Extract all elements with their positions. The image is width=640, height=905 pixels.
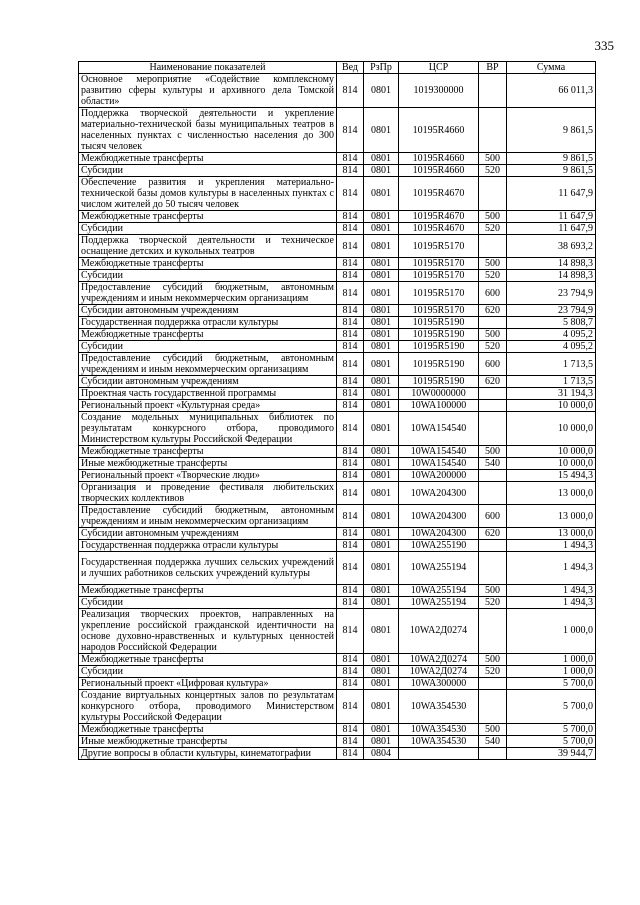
- row-name-cell: Реализация творческих проектов, направленных на укрепление российской гражданской идентичности на основе духовно-нравственных и культурных ценностей народов Российской Федерации: [79, 608, 337, 653]
- row-ved-cell: 814: [337, 153, 364, 165]
- row-ved-cell: 814: [337, 747, 364, 759]
- row-csr-cell: 10WA100000: [399, 400, 479, 412]
- row-vr-cell: [479, 482, 507, 505]
- row-ved-cell: 814: [337, 677, 364, 689]
- row-ved-cell: 814: [337, 177, 364, 211]
- row-vr-cell: [479, 108, 507, 153]
- table-row: [79, 353, 596, 376]
- row-rzpr-cell: 0801: [364, 552, 399, 585]
- row-name-cell: Основное мероприятие «Содействие комплексному развитию сферы культуры и архивного дела Томской области»: [79, 74, 337, 108]
- row-ved-cell: 814: [337, 258, 364, 270]
- row-sum-cell: 5 808,7: [507, 317, 596, 329]
- table-row: [79, 584, 596, 596]
- row-ved-cell: 814: [337, 317, 364, 329]
- table-row: [79, 74, 596, 108]
- row-vr-cell: 520: [479, 596, 507, 608]
- row-name-cell: Субсидии: [79, 165, 337, 177]
- row-csr-cell: 10WA2Д0274: [399, 608, 479, 653]
- row-ved-cell: 814: [337, 665, 364, 677]
- row-vr-cell: [479, 540, 507, 552]
- header-sum: Сумма: [507, 62, 596, 74]
- row-ved-cell: 814: [337, 458, 364, 470]
- table-row: [79, 665, 596, 677]
- row-name-cell: Государственная поддержка отрасли культуры: [79, 540, 337, 552]
- budget-table: [78, 61, 596, 760]
- row-sum-cell: 11 647,9: [507, 211, 596, 223]
- row-csr-cell: 10WA154540: [399, 458, 479, 470]
- row-rzpr-cell: 0801: [364, 446, 399, 458]
- row-csr-cell: 10WA154540: [399, 446, 479, 458]
- table-row: [79, 723, 596, 735]
- row-csr-cell: 10W0000000: [399, 388, 479, 400]
- row-csr-cell: 10WA204300: [399, 505, 479, 528]
- table-row: [79, 412, 596, 446]
- header-ved: Вед: [337, 62, 364, 74]
- row-ved-cell: 814: [337, 528, 364, 540]
- row-vr-cell: 600: [479, 282, 507, 305]
- row-rzpr-cell: 0801: [364, 223, 399, 235]
- row-vr-cell: [479, 317, 507, 329]
- table-row: [79, 270, 596, 282]
- row-ved-cell: 814: [337, 653, 364, 665]
- table-row: [79, 165, 596, 177]
- row-csr-cell: 10195R5170: [399, 235, 479, 258]
- row-csr-cell: 10195R5190: [399, 329, 479, 341]
- table-row: [79, 552, 596, 585]
- row-vr-cell: [479, 412, 507, 446]
- row-sum-cell: 23 794,9: [507, 305, 596, 317]
- row-csr-cell: 10WA204300: [399, 482, 479, 505]
- row-vr-cell: 600: [479, 505, 507, 528]
- row-rzpr-cell: 0801: [364, 317, 399, 329]
- row-sum-cell: 1 713,5: [507, 376, 596, 388]
- row-ved-cell: 814: [337, 689, 364, 723]
- row-ved-cell: 814: [337, 329, 364, 341]
- row-sum-cell: 13 000,0: [507, 482, 596, 505]
- row-name-cell: Субсидии: [79, 665, 337, 677]
- row-rzpr-cell: 0801: [364, 540, 399, 552]
- row-name-cell: Создание виртуальных концертных залов по результатам конкурсного отбора, проводимого Министерством культуры Российской Федерации: [79, 689, 337, 723]
- row-vr-cell: [479, 747, 507, 759]
- row-sum-cell: 31 194,3: [507, 388, 596, 400]
- row-ved-cell: 814: [337, 282, 364, 305]
- row-sum-cell: 4 095,2: [507, 341, 596, 353]
- row-name-cell: Обеспечение развития и укрепления материально-технической базы домов культуры в населенных пунктах с числом жителей до 50 тысяч человек: [79, 177, 337, 211]
- row-rzpr-cell: 0801: [364, 677, 399, 689]
- row-csr-cell: [399, 747, 479, 759]
- row-csr-cell: 10WA2Д0274: [399, 653, 479, 665]
- row-vr-cell: 520: [479, 270, 507, 282]
- row-name-cell: Проектная часть государственной программы: [79, 388, 337, 400]
- table-row: [79, 735, 596, 747]
- page-number: 335: [594, 38, 614, 53]
- table-row: [79, 677, 596, 689]
- table-row: [79, 458, 596, 470]
- row-ved-cell: 814: [337, 552, 364, 585]
- row-ved-cell: 814: [337, 341, 364, 353]
- row-csr-cell: 10WA255194: [399, 584, 479, 596]
- row-ved-cell: 814: [337, 400, 364, 412]
- row-name-cell: Межбюджетные трансферты: [79, 211, 337, 223]
- row-sum-cell: 1 000,0: [507, 608, 596, 653]
- row-ved-cell: 814: [337, 470, 364, 482]
- row-rzpr-cell: 0801: [364, 470, 399, 482]
- row-sum-cell: 13 000,0: [507, 505, 596, 528]
- row-ved-cell: 814: [337, 376, 364, 388]
- row-sum-cell: 39 944,7: [507, 747, 596, 759]
- row-name-cell: Государственная поддержка лучших сельских учреждений и лучших работников сельских учреждений культуры: [79, 552, 337, 585]
- row-sum-cell: 9 861,5: [507, 153, 596, 165]
- header-csr: ЦСР: [399, 62, 479, 74]
- row-ved-cell: 814: [337, 235, 364, 258]
- table-row: [79, 653, 596, 665]
- row-sum-cell: 5 700,0: [507, 723, 596, 735]
- row-name-cell: Субсидии: [79, 223, 337, 235]
- row-csr-cell: 10195R4660: [399, 165, 479, 177]
- row-rzpr-cell: 0801: [364, 653, 399, 665]
- row-vr-cell: 520: [479, 665, 507, 677]
- row-name-cell: Поддержка творческой деятельности и техническое оснащение детских и кукольных театров: [79, 235, 337, 258]
- row-ved-cell: 814: [337, 608, 364, 653]
- row-name-cell: Субсидии: [79, 341, 337, 353]
- row-name-cell: Предоставление субсидий бюджетным, автономным учреждениям и иным некоммерческим организациям: [79, 505, 337, 528]
- row-rzpr-cell: 0804: [364, 747, 399, 759]
- table-row: [79, 608, 596, 653]
- row-name-cell: Межбюджетные трансферты: [79, 153, 337, 165]
- row-vr-cell: 500: [479, 723, 507, 735]
- row-sum-cell: 1 000,0: [507, 665, 596, 677]
- row-ved-cell: 814: [337, 505, 364, 528]
- row-vr-cell: 500: [479, 258, 507, 270]
- row-sum-cell: 11 647,9: [507, 177, 596, 211]
- row-name-cell: Поддержка творческой деятельности и укрепление материально-технической базы муниципальных театров в населенных пунктах с численностью населения до 300 тысяч человек: [79, 108, 337, 153]
- row-rzpr-cell: 0801: [364, 329, 399, 341]
- row-rzpr-cell: 0801: [364, 211, 399, 223]
- row-rzpr-cell: 0801: [364, 412, 399, 446]
- row-ved-cell: 814: [337, 735, 364, 747]
- table-row: [79, 689, 596, 723]
- row-ved-cell: 814: [337, 412, 364, 446]
- row-ved-cell: 814: [337, 540, 364, 552]
- row-ved-cell: 814: [337, 482, 364, 505]
- row-vr-cell: 520: [479, 341, 507, 353]
- row-sum-cell: 15 494,3: [507, 470, 596, 482]
- table-row: [79, 305, 596, 317]
- table-row: [79, 153, 596, 165]
- row-rzpr-cell: 0801: [364, 388, 399, 400]
- row-sum-cell: 4 095,2: [507, 329, 596, 341]
- row-csr-cell: 1019300000: [399, 74, 479, 108]
- row-vr-cell: 520: [479, 165, 507, 177]
- row-sum-cell: 14 898,3: [507, 270, 596, 282]
- row-rzpr-cell: 0801: [364, 723, 399, 735]
- row-name-cell: Региональный проект «Творческие люди»: [79, 470, 337, 482]
- row-sum-cell: 5 700,0: [507, 735, 596, 747]
- row-sum-cell: 13 000,0: [507, 528, 596, 540]
- row-rzpr-cell: 0801: [364, 505, 399, 528]
- row-ved-cell: 814: [337, 723, 364, 735]
- row-rzpr-cell: 0801: [364, 305, 399, 317]
- row-sum-cell: 10 000,0: [507, 446, 596, 458]
- row-sum-cell: 23 794,9: [507, 282, 596, 305]
- row-sum-cell: 5 700,0: [507, 689, 596, 723]
- row-sum-cell: 38 693,2: [507, 235, 596, 258]
- header-rzpr: РзПр: [364, 62, 399, 74]
- row-vr-cell: [479, 400, 507, 412]
- row-vr-cell: 500: [479, 653, 507, 665]
- row-ved-cell: 814: [337, 596, 364, 608]
- row-vr-cell: 620: [479, 376, 507, 388]
- table-row: [79, 446, 596, 458]
- row-rzpr-cell: 0801: [364, 341, 399, 353]
- row-name-cell: Региональный проект «Цифровая культура»: [79, 677, 337, 689]
- row-sum-cell: 1 713,5: [507, 353, 596, 376]
- row-vr-cell: 540: [479, 735, 507, 747]
- table-row: [79, 317, 596, 329]
- row-vr-cell: [479, 677, 507, 689]
- row-csr-cell: 10195R4660: [399, 153, 479, 165]
- row-ved-cell: 814: [337, 165, 364, 177]
- row-ved-cell: 814: [337, 223, 364, 235]
- row-sum-cell: 10 000,0: [507, 458, 596, 470]
- row-rzpr-cell: 0801: [364, 482, 399, 505]
- row-csr-cell: 10WA354530: [399, 723, 479, 735]
- row-name-cell: Субсидии: [79, 596, 337, 608]
- row-sum-cell: 10 000,0: [507, 400, 596, 412]
- row-rzpr-cell: 0801: [364, 528, 399, 540]
- row-rzpr-cell: 0801: [364, 596, 399, 608]
- row-csr-cell: 10WA354530: [399, 689, 479, 723]
- row-csr-cell: 10195R5170: [399, 282, 479, 305]
- table-row: [79, 177, 596, 211]
- row-vr-cell: [479, 235, 507, 258]
- table-row: [79, 108, 596, 153]
- row-rzpr-cell: 0801: [364, 258, 399, 270]
- row-sum-cell: 1 494,3: [507, 540, 596, 552]
- row-vr-cell: [479, 388, 507, 400]
- row-name-cell: Межбюджетные трансферты: [79, 723, 337, 735]
- table-row: [79, 341, 596, 353]
- row-name-cell: Субсидии автономным учреждениям: [79, 376, 337, 388]
- row-vr-cell: 620: [479, 528, 507, 540]
- row-rzpr-cell: 0801: [364, 608, 399, 653]
- row-vr-cell: 500: [479, 211, 507, 223]
- row-vr-cell: [479, 552, 507, 585]
- row-vr-cell: 620: [479, 305, 507, 317]
- row-vr-cell: [479, 608, 507, 653]
- row-name-cell: Государственная поддержка отрасли культуры: [79, 317, 337, 329]
- row-ved-cell: 814: [337, 211, 364, 223]
- row-name-cell: Создание модельных муниципальных библиотек по результатам конкурсного отбора, проводимого Министерством культуры Российской Федерации: [79, 412, 337, 446]
- table-header-row: [79, 62, 596, 74]
- row-vr-cell: 600: [479, 353, 507, 376]
- row-name-cell: Региональный проект «Культурная среда»: [79, 400, 337, 412]
- row-ved-cell: 814: [337, 108, 364, 153]
- row-vr-cell: 500: [479, 584, 507, 596]
- row-csr-cell: 10WA255190: [399, 540, 479, 552]
- row-rzpr-cell: 0801: [364, 165, 399, 177]
- row-rzpr-cell: 0801: [364, 353, 399, 376]
- table-row: [79, 388, 596, 400]
- row-csr-cell: 10195R5170: [399, 270, 479, 282]
- table-row: [79, 258, 596, 270]
- row-vr-cell: [479, 177, 507, 211]
- table-row: [79, 482, 596, 505]
- row-rzpr-cell: 0801: [364, 235, 399, 258]
- row-sum-cell: 1 000,0: [507, 653, 596, 665]
- row-ved-cell: 814: [337, 74, 364, 108]
- row-ved-cell: 814: [337, 270, 364, 282]
- row-csr-cell: 10195R4670: [399, 177, 479, 211]
- row-vr-cell: 500: [479, 446, 507, 458]
- row-name-cell: Предоставление субсидий бюджетным, автономным учреждениям и иным некоммерческим организациям: [79, 282, 337, 305]
- row-csr-cell: 10WA2Д0274: [399, 665, 479, 677]
- row-csr-cell: 10WA255194: [399, 596, 479, 608]
- row-rzpr-cell: 0801: [364, 108, 399, 153]
- row-csr-cell: 10195R5170: [399, 305, 479, 317]
- row-sum-cell: 5 700,0: [507, 677, 596, 689]
- row-name-cell: Межбюджетные трансферты: [79, 653, 337, 665]
- row-csr-cell: 10195R5190: [399, 376, 479, 388]
- row-rzpr-cell: 0801: [364, 376, 399, 388]
- row-rzpr-cell: 0801: [364, 282, 399, 305]
- row-ved-cell: 814: [337, 305, 364, 317]
- row-sum-cell: 66 011,3: [507, 74, 596, 108]
- table-row: [79, 235, 596, 258]
- row-rzpr-cell: 0801: [364, 665, 399, 677]
- row-name-cell: Иные межбюджетные трансферты: [79, 735, 337, 747]
- row-sum-cell: 1 494,3: [507, 552, 596, 585]
- row-rzpr-cell: 0801: [364, 270, 399, 282]
- row-name-cell: Межбюджетные трансферты: [79, 584, 337, 596]
- row-vr-cell: 540: [479, 458, 507, 470]
- row-csr-cell: 10WA354530: [399, 735, 479, 747]
- table-row: [79, 223, 596, 235]
- row-csr-cell: 10195R5170: [399, 258, 479, 270]
- row-name-cell: Межбюджетные трансферты: [79, 329, 337, 341]
- row-csr-cell: 10195R4660: [399, 108, 479, 153]
- table-row: [79, 747, 596, 759]
- row-ved-cell: 814: [337, 353, 364, 376]
- table-row: [79, 470, 596, 482]
- table-row: [79, 400, 596, 412]
- row-rzpr-cell: 0801: [364, 735, 399, 747]
- header-vr: ВР: [479, 62, 507, 74]
- row-csr-cell: 10195R5190: [399, 341, 479, 353]
- row-csr-cell: 10WA255194: [399, 552, 479, 585]
- row-name-cell: Субсидии: [79, 270, 337, 282]
- row-name-cell: Субсидии автономным учреждениям: [79, 305, 337, 317]
- row-sum-cell: 9 861,5: [507, 108, 596, 153]
- table-row: [79, 528, 596, 540]
- row-name-cell: Иные межбюджетные трансферты: [79, 458, 337, 470]
- row-sum-cell: 11 647,9: [507, 223, 596, 235]
- row-vr-cell: 500: [479, 153, 507, 165]
- row-rzpr-cell: 0801: [364, 400, 399, 412]
- row-name-cell: Организация и проведение фестиваля любительских творческих коллективов: [79, 482, 337, 505]
- row-rzpr-cell: 0801: [364, 177, 399, 211]
- table-row: [79, 211, 596, 223]
- row-csr-cell: 10195R5190: [399, 353, 479, 376]
- table-row: [79, 540, 596, 552]
- row-csr-cell: 10195R4670: [399, 223, 479, 235]
- row-ved-cell: 814: [337, 388, 364, 400]
- row-sum-cell: 1 494,3: [507, 596, 596, 608]
- row-name-cell: Межбюджетные трансферты: [79, 258, 337, 270]
- row-sum-cell: 14 898,3: [507, 258, 596, 270]
- row-vr-cell: [479, 74, 507, 108]
- row-sum-cell: 1 494,3: [507, 584, 596, 596]
- table-row: [79, 282, 596, 305]
- row-vr-cell: 520: [479, 223, 507, 235]
- table-row: [79, 596, 596, 608]
- row-vr-cell: [479, 470, 507, 482]
- header-name: Наименование показателей: [79, 62, 337, 74]
- table-row: [79, 329, 596, 341]
- row-csr-cell: 10WA300000: [399, 677, 479, 689]
- row-vr-cell: 500: [479, 329, 507, 341]
- row-name-cell: Субсидии автономным учреждениям: [79, 528, 337, 540]
- row-name-cell: Предоставление субсидий бюджетным, автономным учреждениям и иным некоммерческим организациям: [79, 353, 337, 376]
- row-ved-cell: 814: [337, 446, 364, 458]
- row-ved-cell: 814: [337, 584, 364, 596]
- row-rzpr-cell: 0801: [364, 584, 399, 596]
- row-name-cell: Другие вопросы в области культуры, кинематографии: [79, 747, 337, 759]
- row-rzpr-cell: 0801: [364, 689, 399, 723]
- row-rzpr-cell: 0801: [364, 74, 399, 108]
- row-rzpr-cell: 0801: [364, 458, 399, 470]
- row-csr-cell: 10195R4670: [399, 211, 479, 223]
- row-csr-cell: 10195R5190: [399, 317, 479, 329]
- row-csr-cell: 10WA204300: [399, 528, 479, 540]
- row-sum-cell: 9 861,5: [507, 165, 596, 177]
- row-sum-cell: 10 000,0: [507, 412, 596, 446]
- table-row: [79, 376, 596, 388]
- row-rzpr-cell: 0801: [364, 153, 399, 165]
- table-row: [79, 505, 596, 528]
- row-csr-cell: 10WA200000: [399, 470, 479, 482]
- row-vr-cell: [479, 689, 507, 723]
- row-name-cell: Межбюджетные трансферты: [79, 446, 337, 458]
- row-csr-cell: 10WA154540: [399, 412, 479, 446]
